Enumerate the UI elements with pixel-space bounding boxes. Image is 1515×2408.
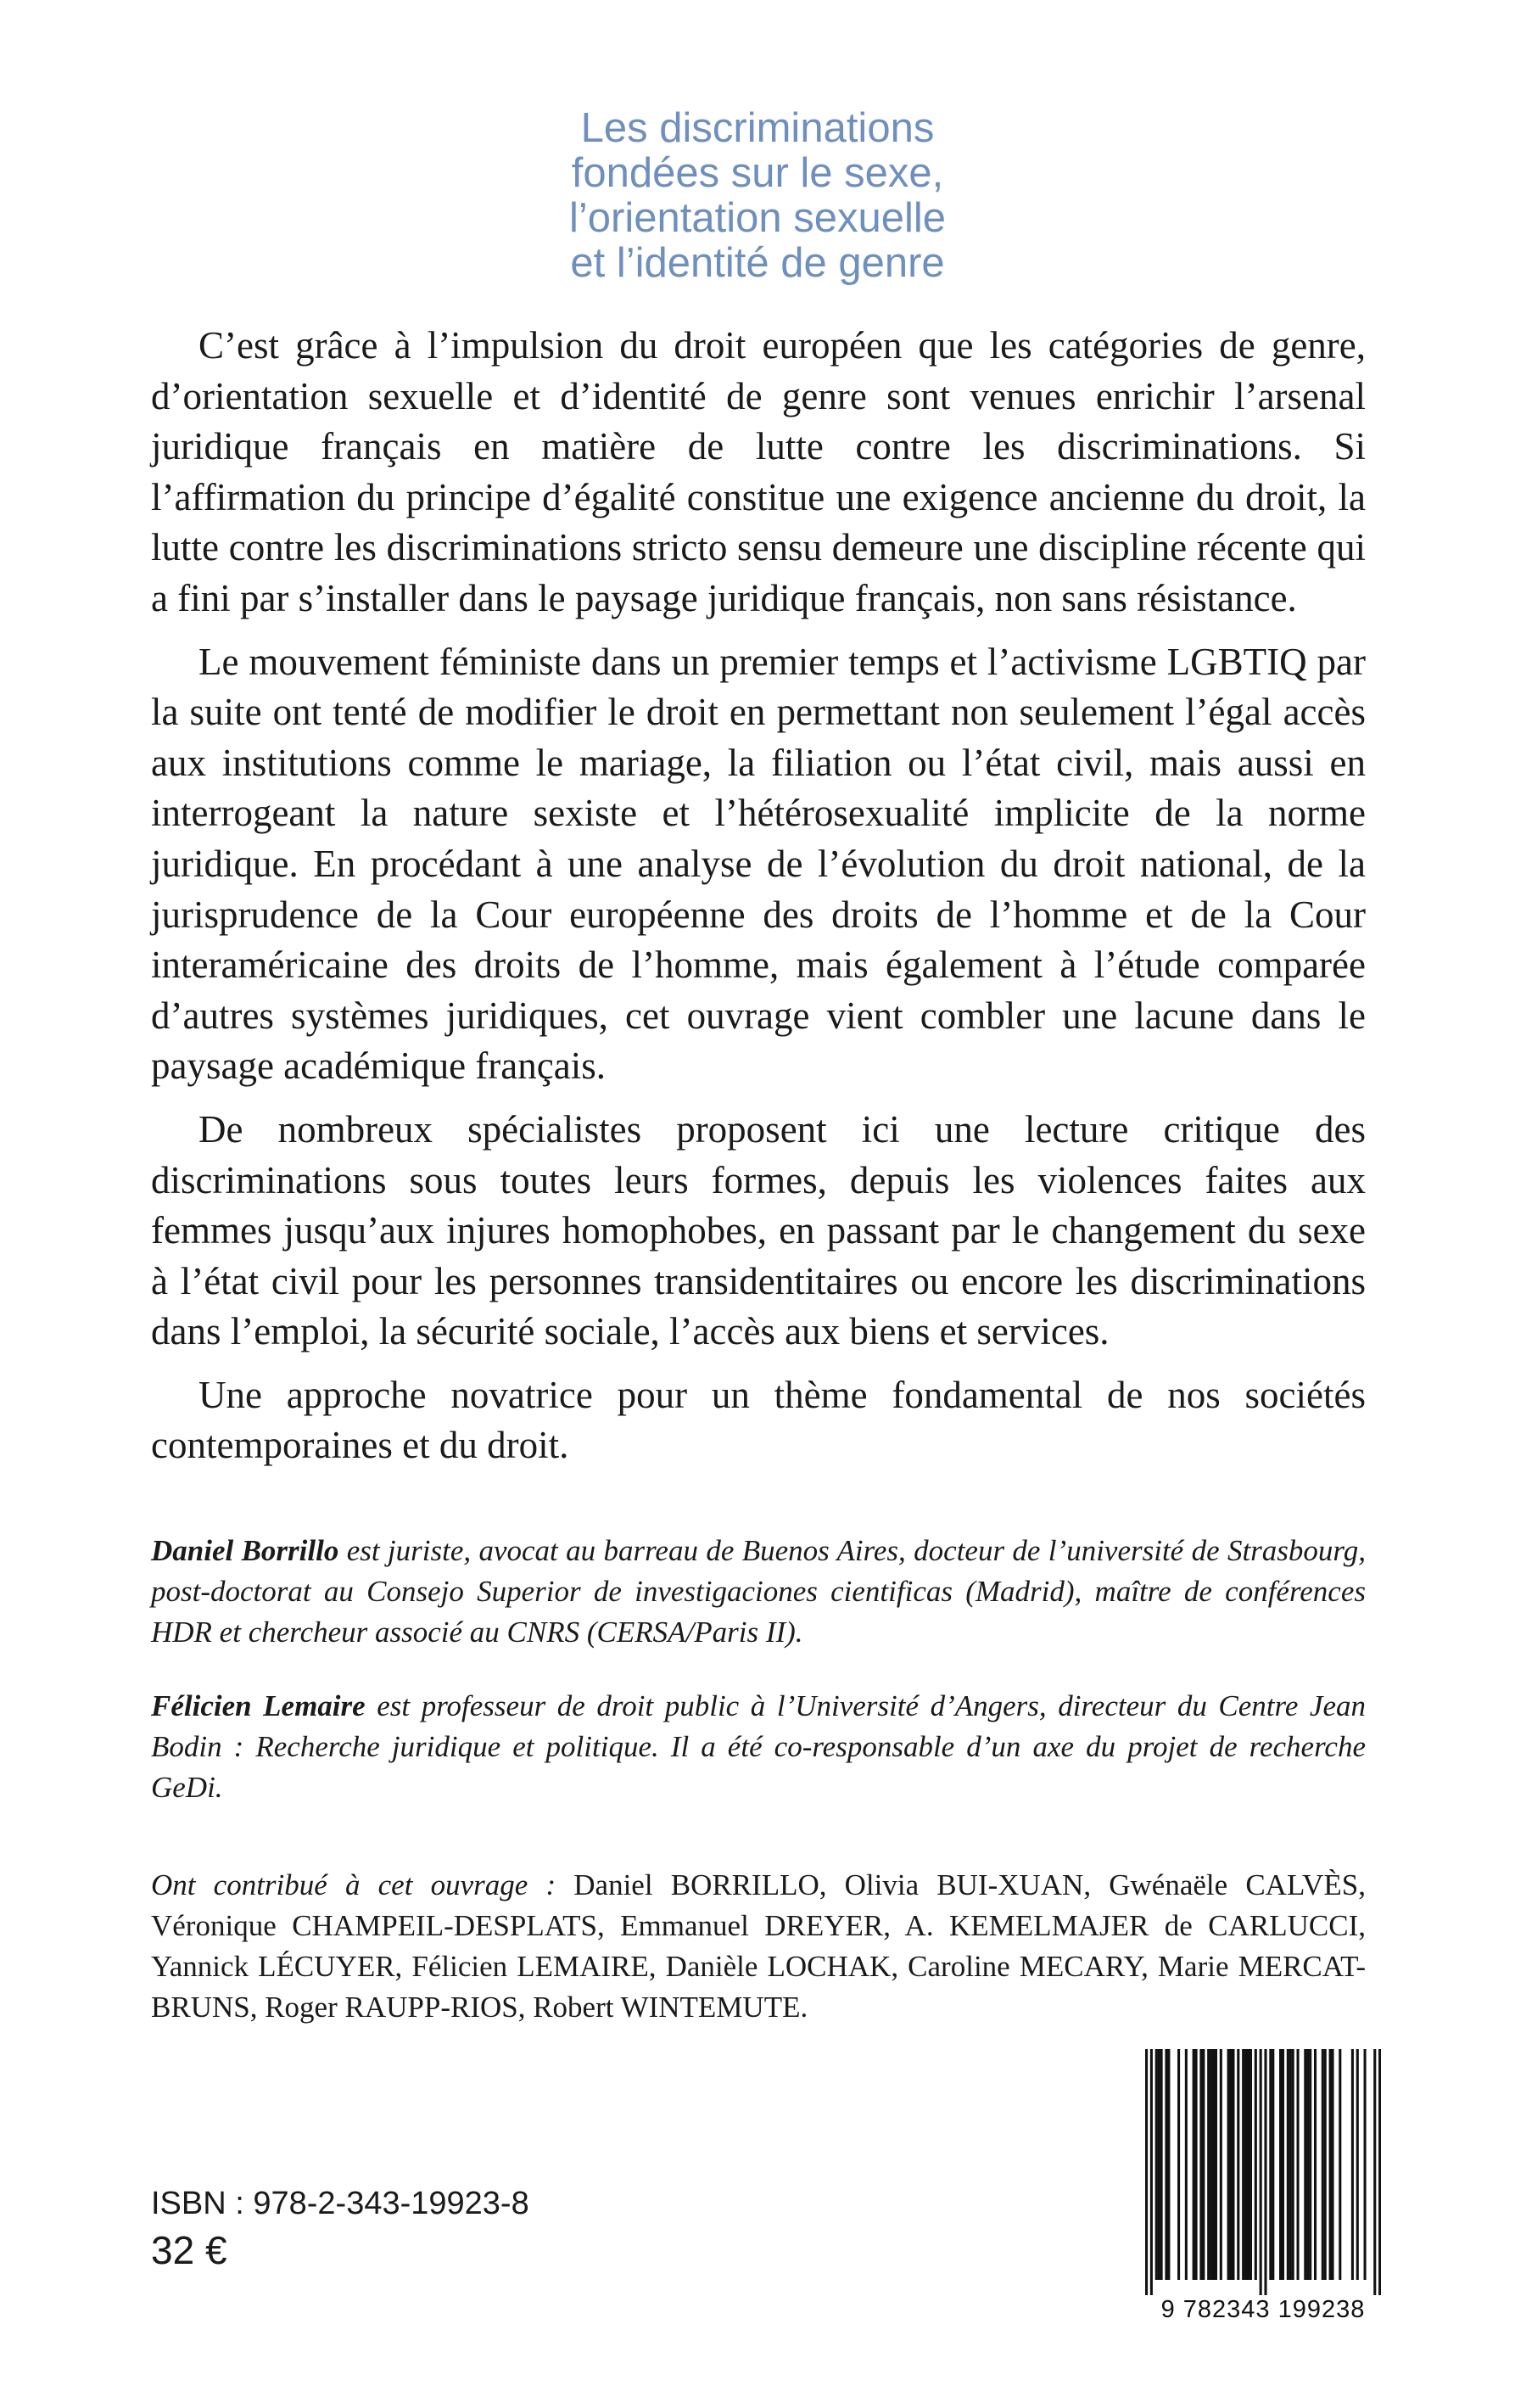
- book-title: [0, 106, 1515, 286]
- isbn-number: ISBN : 978-2-343-19923-8: [151, 2186, 529, 2221]
- author-bio-lemaire: [151, 1686, 1366, 1808]
- barcode-bar: [1322, 2049, 1324, 2280]
- barcode-bar: [1269, 2049, 1272, 2280]
- barcode-bar: [1331, 2049, 1333, 2280]
- author-name: Félicien Lemaire: [151, 1689, 366, 1722]
- barcode-bar: [1202, 2049, 1205, 2280]
- barcode-bar: [1145, 2049, 1148, 2295]
- barcode-bar: [1314, 2049, 1317, 2280]
- barcode-bar: [1185, 2049, 1188, 2280]
- back-cover-summary: [151, 321, 1366, 1471]
- barcode-bar: [1260, 2049, 1262, 2295]
- barcode-bar: [1212, 2049, 1215, 2280]
- author-name: Daniel Borrillo: [151, 1534, 339, 1567]
- barcode-bar: [1210, 2049, 1212, 2280]
- barcode: [1128, 2049, 1381, 2324]
- barcode-bar: [1244, 2049, 1247, 2280]
- contributors-lead: Ont contribué à cet ouvrage :: [151, 1868, 556, 1901]
- summary-paragraph: Le mouvement féministe dans un premier temps et l’activisme LGBTIQ par la suite ont tenté de modifier le droit en permettant non seulement l’égal accès aux institutions comme le mariage, la filiation ou l’état civil, mais aussi en interrogeant la nature sexiste et l’hétérosexualité implicite de la norme juridique. En procédant à une analyse de l’évolution du droit national, de la jurisprudence de la Cour européenne des droits de l’homme et de la Cour interaméricaine des droits de l’homme, mais également à l’étude comparée d’autres systèmes juridiques, cet ouvrage vient combler une lacune dans le paysage académique français.: [151, 640, 1366, 1088]
- title-line: Les discriminations: [580, 104, 935, 151]
- barcode-bar: [1237, 2049, 1239, 2280]
- barcode-bar: [1167, 2049, 1170, 2280]
- barcode-bar: [1304, 2049, 1306, 2280]
- barcode-bar: [1292, 2049, 1294, 2280]
- barcode-bar: [1272, 2049, 1274, 2280]
- author-bio-text: est professeur de droit public à l’Université d’Angers, directeur du Centre Jean Bodin : Recherche juridique et politique. Il a été co-responsable d’un axe du projet de recherche GeDi.: [151, 1689, 1366, 1804]
- barcode-bar: [1364, 2049, 1367, 2280]
- title-line: fondées sur le sexe,: [571, 149, 944, 196]
- title-line: l’orientation sexuelle: [569, 194, 946, 241]
- barcode-bar: [1232, 2049, 1234, 2280]
- barcode-bar: [1249, 2049, 1252, 2280]
- barcode-bar: [1177, 2049, 1180, 2280]
- barcode-bar: [1229, 2049, 1232, 2280]
- price: 32 €: [151, 2228, 227, 2272]
- barcode-bar: [1306, 2049, 1309, 2280]
- barcode-bar: [1150, 2049, 1153, 2295]
- barcode-bar: [1297, 2049, 1300, 2280]
- barcode-bar: [1287, 2049, 1289, 2280]
- barcode-bar: [1242, 2049, 1244, 2280]
- barcode-bar: [1282, 2049, 1284, 2280]
- barcode-bar: [1160, 2049, 1163, 2280]
- summary-paragraph: C’est grâce à l’impulsion du droit européen que les catégories de genre, d’orientation sexuelle et d’identité de genre sont venues enrichir l’arsenal juridique français en matière de lutte contre les discriminations. Si l’affirmation du principe d’égalité constitue une exigence ancienne du droit, la lutte contre les discriminations stricto sensu demeure une discipline récente qui a fini par s’installer dans le paysage juridique français, non sans résistance.: [151, 324, 1366, 619]
- barcode-bar: [1247, 2049, 1249, 2280]
- barcode-bar: [1351, 2049, 1354, 2280]
- author-bio-borrillo: [151, 1531, 1366, 1653]
- barcode-bar: [1264, 2049, 1266, 2295]
- barcode-bar: [1158, 2049, 1160, 2280]
- barcode-bar: [1279, 2049, 1282, 2280]
- barcode-bar: [1199, 2049, 1202, 2280]
- barcode-bar: [1165, 2049, 1167, 2280]
- barcode-bar: [1195, 2049, 1198, 2280]
- barcode-bar: [1207, 2049, 1210, 2280]
- barcode-bar: [1193, 2049, 1195, 2280]
- author-bio-text: est juriste, avocat au barreau de Buenos Aires, docteur de l’université de Strasbourg, post-doctorat au Consejo Superior de investigaciones cientificas (Madrid), maître de conférences HDR et chercheur associé au CNRS (CERSA/Paris II).: [151, 1534, 1366, 1649]
- barcode-bar: [1324, 2049, 1327, 2280]
- barcode-bar: [1215, 2049, 1217, 2280]
- barcode-bar: [1329, 2049, 1332, 2280]
- barcode-bar: [1227, 2049, 1230, 2280]
- title-line: et l’identité de genre: [570, 239, 945, 286]
- barcode-bar: [1220, 2049, 1222, 2280]
- contributors-list: [151, 1865, 1366, 2028]
- contributors-names: Daniel BORRILLO, Olivia BUI-XUAN, Gwénaële CALVÈS, Véronique CHAMPEIL-DESPLATS, Emmanuel DREYER, A. KEMELMAJER de CARLUCCI, Yannick LÉCUYER, Félicien LEMAIRE, Danièle LOCHAK, Caroline MECARY, Marie MERCAT-BRUNS, Roger RAUPP-RIOS, Robert WINTEMUTE.: [151, 1868, 1366, 2024]
- summary-paragraph: Une approche novatrice pour un thème fondamental de nos sociétés contemporaines et du droit.: [151, 1373, 1366, 1467]
- barcode-bar: [1255, 2049, 1257, 2280]
- summary-paragraph: De nombreux spécialistes proposent ici une lecture critique des discriminations sous toutes leurs formes, depuis les violences faites aux femmes jusqu’aux injures homophobes, en passant par le changement du sexe à l’état civil pour les personnes transidentitaires ou encore les discriminations dans l’emploi, la sécurité sociale, l’accès aux biens et services.: [151, 1107, 1366, 1353]
- barcode-bar: [1155, 2049, 1158, 2280]
- barcode-bar: [1356, 2049, 1359, 2280]
- barcode-bar: [1373, 2049, 1376, 2295]
- barcode-bar: [1378, 2049, 1381, 2295]
- barcode-bar: [1289, 2049, 1292, 2280]
- barcode-bars: [1128, 2049, 1381, 2295]
- barcode-bar: [1309, 2049, 1311, 2280]
- barcode-digits: 9 782343 199238: [1160, 2296, 1366, 2323]
- barcode-bar: [1339, 2049, 1341, 2280]
